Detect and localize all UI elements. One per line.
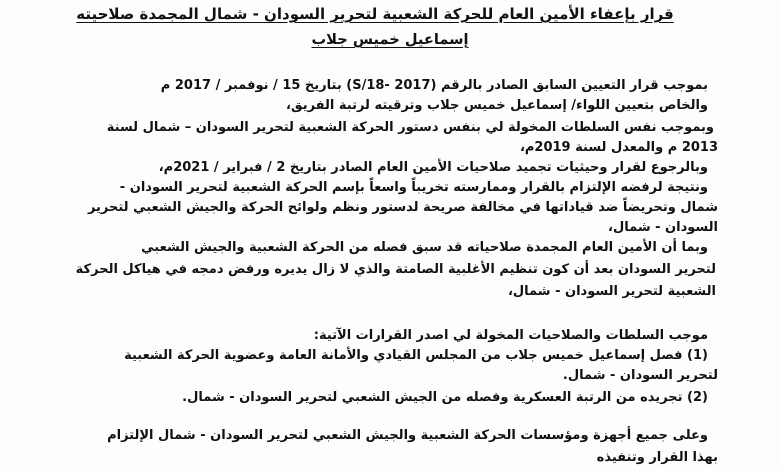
decision-item-1: (1) فصل إسماعيل خميس جلاب من المجلس القيادي والأمانة العامة وعضوية الحركة الشعبية <box>124 348 708 363</box>
body-line: وبما أن الأمين العام المجمدة صلاحياته قد سبق فصله من الحركة الشعبية والجيش الشعبي <box>141 240 708 255</box>
body-line: بموجب قرار التعيين السابق الصادر بالرقم (S/18- 2017) بتاريخ 15 / نوفمبر / 2017 م <box>160 78 708 93</box>
body-line: وبالرجوع لقرار وحيثيات تجميد صلاحيات الأمين العام الصادر بتاريخ 2 / فبراير / 2021م، <box>158 160 708 175</box>
body-line: الشعبية لتحرير السودان - شمال، <box>507 284 716 299</box>
body-line: السودان - شمال، <box>608 220 718 235</box>
body-line: والخاص بتعيين اللواء/ إسماعيل خميس جلاب وترقيته لرتبة الفريق، <box>286 98 708 113</box>
closing-line: وعلى جميع أجهزة ومؤسسات الحركة الشعبية والجيش الشعبي لتحرير السودان - شمال الإلتزام <box>107 428 708 443</box>
decisions-intro: موجب السلطات والصلاحيات المخولة لي اصدر القرارات الآتية: <box>313 328 708 343</box>
body-line: لتحرير السودان بعد أن كون تنظيم الأغلبية الصامتة والذي لا زال يديره ورفض دمجه في هياكل الحركة <box>75 262 716 277</box>
document-title: قرار بإعفاء الأمين العام للحركة الشعبية لتحرير السودان - شمال المجمدة صلاحيته <box>76 5 674 23</box>
body-line: شمال وتحريضاً ضد قياداتها في مخالفة صريحة لدستور ونظم ولوائح الحركة والجيش الشعبي لتحرير <box>87 200 718 215</box>
body-line: 2013 م والمعدل لسنة 2019م، <box>519 140 718 155</box>
body-line: وبموجب نفس السلطات المخولة لي بنفس دستور الحركة الشعبية لتحرير السودان – شمال لسنة <box>106 120 714 135</box>
body-line: ونتيجة لرفضه الإلتزام بالقرار وممارسته تخريباً واسعاً بإسم الحركة الشعبية لتحرير السودان - <box>119 180 708 195</box>
decision-item-2: (2) تجريده من الرتبة العسكرية وفصله من الجيش الشعبي لتحرير السودان - شمال. <box>182 390 708 405</box>
closing-line-continued: بهذا القرار وتنفيذه <box>596 450 718 465</box>
document-subtitle-name: إسماعيل خميس جلاب <box>311 31 469 48</box>
decision-item-1-continued: لتحرير السودان - شمال. <box>562 368 718 383</box>
